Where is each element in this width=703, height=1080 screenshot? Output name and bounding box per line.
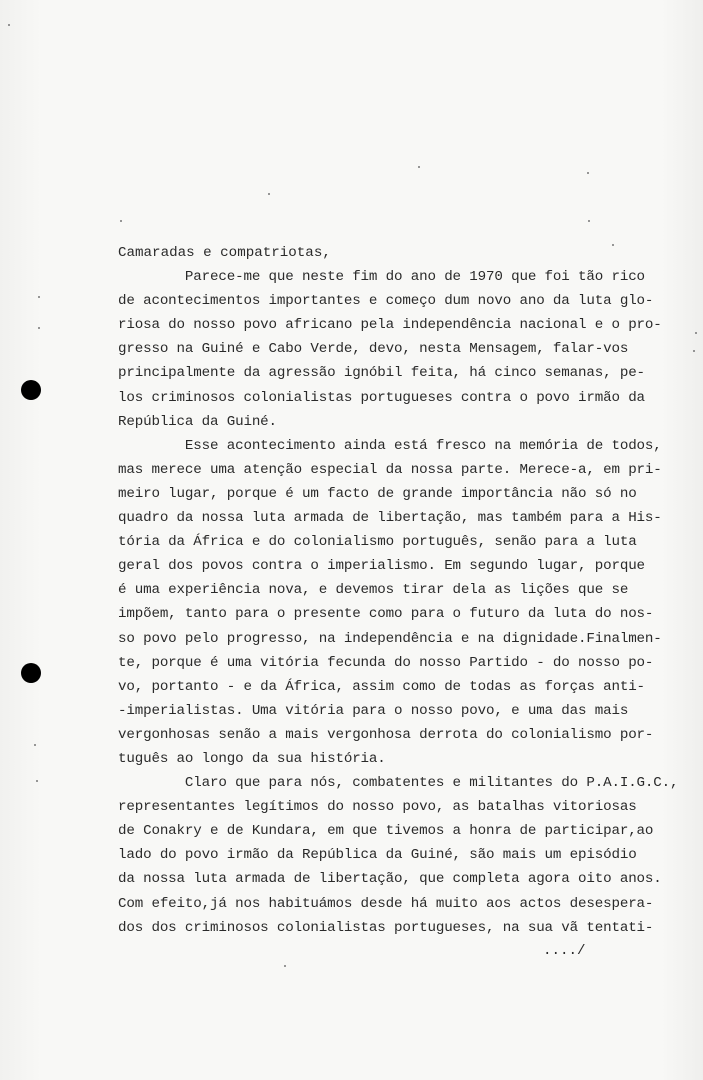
text-line: vo, portanto - e da África, assim como de todas as forças anti- [118, 678, 645, 695]
paragraph-2 [118, 434, 698, 771]
text-line: los criminosos colonialistas portugueses contra o povo irmão da [118, 389, 645, 406]
scan-speck [38, 296, 40, 298]
text-line: lado do povo irmão da República da Guiné, são mais um episódio [118, 847, 637, 864]
scan-speck [36, 780, 38, 782]
punch-hole-top [21, 380, 41, 400]
text-line: riosa do nosso povo africano pela independência nacional e o pro- [118, 317, 662, 334]
scan-speck [38, 327, 40, 329]
scan-speck [120, 220, 122, 222]
text-line: mas merece uma atenção especial da nossa parte. Merece-a, em pri- [118, 461, 662, 478]
scan-speck [34, 744, 36, 746]
text-line: dos dos criminosos colonialistas portugueses, na sua vã tentati- [118, 919, 654, 936]
text-line: de Conakry e de Kundara, em que tivemos a honra de participar,ao [118, 823, 654, 840]
paragraph-3 [118, 771, 698, 940]
text-line: Esse acontecimento ainda está fresco na memória de todos, [118, 437, 662, 454]
text-line: República da Guiné. [118, 413, 277, 430]
text-line: de acontecimentos importantes e começo dum novo ano da luta glo- [118, 293, 654, 310]
text-line: Parece-me que neste fim do ano de 1970 que foi tão rico [118, 269, 645, 286]
text-line: -imperialistas. Uma vitória para o nosso povo, e uma das mais [118, 702, 629, 719]
paragraph-1 [118, 265, 698, 434]
text-line: Claro que para nós, combatentes e militantes do P.A.I.G.C., [118, 775, 679, 792]
page-continuation-mark: ..../ [543, 943, 586, 959]
text-line: tuguês ao longo da sua história. [118, 750, 386, 767]
text-line: Com efeito,já nos habituámos desde há muito aos actos desespera- [118, 895, 654, 912]
text-line: meiro lugar, porque é um facto de grande importância não só no [118, 485, 637, 502]
scan-speck [587, 172, 589, 174]
text-line: geral dos povos contra o imperialismo. Em segundo lugar, porque [118, 558, 645, 575]
text-line: impõem, tanto para o presente como para o futuro da luta do nos- [118, 606, 654, 623]
scan-speck [268, 193, 270, 195]
letter-body [118, 241, 698, 940]
punch-hole-bottom [21, 663, 41, 683]
text-line: representantes legítimos do nosso povo, as batalhas vitoriosas [118, 799, 637, 816]
scan-speck [588, 220, 590, 222]
text-line: so povo pelo progresso, na independência e na dignidade.Finalmen- [118, 630, 662, 647]
text-line: tória da África e do colonialismo português, senão para a luta [118, 534, 637, 551]
text-line: da nossa luta armada de libertação, que completa agora oito anos. [118, 871, 662, 888]
scan-speck [284, 965, 286, 967]
text-line: quadro da nossa luta armada de libertação, mas também para a His- [118, 510, 662, 527]
text-line: vergonhosas senão a mais vergonhosa derrota do colonialismo por- [118, 726, 654, 743]
salutation: Camaradas e compatriotas, [118, 245, 331, 261]
text-line: é uma experiência nova, e devemos tirar dela as lições que se [118, 582, 629, 599]
scan-speck [418, 166, 420, 168]
text-line: te, porque é uma vitória fecunda do nosso Partido - do nosso po- [118, 654, 654, 671]
scan-speck [8, 24, 10, 26]
text-line: principalmente da agressão ignóbil feita, há cinco semanas, pe- [118, 365, 645, 382]
text-line: gresso na Guiné e Cabo Verde, devo, nesta Mensagem, falar-vos [118, 341, 629, 358]
